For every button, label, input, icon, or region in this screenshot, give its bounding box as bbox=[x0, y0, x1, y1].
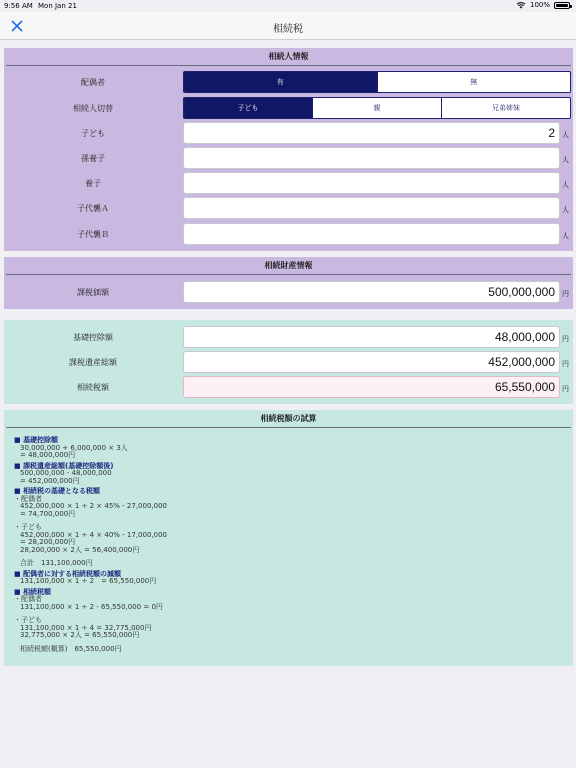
basic-deduction-label: 基礎控除額 bbox=[73, 332, 113, 342]
calc-body bbox=[14, 434, 564, 653]
calc-line: 合計 131,100,000円 bbox=[20, 559, 93, 567]
page-title: 相続税 bbox=[273, 24, 303, 35]
spouse-option-yes[interactable]: 有 bbox=[184, 72, 377, 92]
heir-option-parents[interactable]: 親 bbox=[312, 98, 441, 118]
calc-line: 131,100,000 × 1 ÷ 2 - 65,550,000 = 0円 bbox=[20, 602, 163, 611]
calc-line: 相続税額(概算) 65,550,000円 bbox=[20, 644, 122, 653]
spouse-row bbox=[4, 71, 573, 93]
taxable-price-input[interactable]: 500,000,000 bbox=[183, 281, 560, 303]
calc-line: = 48,000,000円 bbox=[20, 451, 76, 459]
basic-deduction-unit: 円 bbox=[562, 335, 569, 343]
wifi-icon bbox=[516, 1, 526, 9]
heir-switch-label: 相続人切替 bbox=[73, 103, 113, 113]
calc-heading: ■ 配偶者に対する相続税額の減額 bbox=[14, 571, 564, 579]
calc-subject: ・配偶者 bbox=[14, 595, 42, 603]
children-label: 子ども bbox=[81, 128, 105, 138]
calc-subject: ・子ども bbox=[14, 616, 42, 624]
battery-percent: 100% bbox=[529, 1, 550, 9]
adopted-grandchild-row bbox=[4, 147, 573, 169]
adopted-grandchild-unit: 人 bbox=[562, 156, 569, 164]
taxable-price-unit: 円 bbox=[562, 290, 569, 298]
children-count-input[interactable]: 2 bbox=[183, 122, 560, 144]
inheritance-tax-row bbox=[4, 376, 573, 398]
battery-icon bbox=[554, 2, 570, 9]
status-date: Mon Jan 21 bbox=[38, 2, 77, 10]
calc-heading: ■ 課税遺産総額(基礎控除額後) bbox=[14, 463, 564, 471]
adopted-child-row bbox=[4, 172, 573, 194]
substitute-heir-b-row bbox=[4, 223, 573, 245]
status-time: 9:56 AM bbox=[4, 2, 33, 10]
calc-subject: ・子ども bbox=[14, 523, 42, 531]
adopted-child-input[interactable] bbox=[183, 172, 560, 194]
status-bar bbox=[0, 0, 576, 12]
taxable-price-label: 課税価額 bbox=[77, 287, 109, 297]
calc-line: = 74,700,000円 bbox=[20, 509, 76, 518]
calc-line: 30,000,000 + 6,000,000 × 3人 bbox=[20, 443, 128, 452]
adopted-child-unit: 人 bbox=[562, 181, 569, 189]
substitute-heir-a-input[interactable] bbox=[183, 197, 560, 219]
property-info-title: 相続財産情報 bbox=[6, 257, 571, 275]
substitute-heir-a-row bbox=[4, 197, 573, 219]
nav-bar bbox=[0, 12, 576, 40]
substitute-heir-b-input[interactable] bbox=[183, 223, 560, 245]
heir-switch-segmented-control bbox=[183, 97, 571, 119]
calc-line: 452,000,000 × 1 ÷ 2 × 45% - 27,000,000 bbox=[20, 502, 167, 510]
calc-line: 131,100,000 × 1 ÷ 2 = 65,550,000円 bbox=[20, 577, 157, 585]
calc-panel bbox=[4, 410, 573, 666]
heir-switch-row bbox=[4, 97, 573, 119]
substitute-heir-b-label: 子代襲Ｂ bbox=[77, 229, 109, 239]
substitute-heir-a-label: 子代襲Ａ bbox=[77, 203, 109, 213]
taxable-estate-label: 課税遺産総額 bbox=[69, 357, 117, 367]
spouse-segmented-control bbox=[183, 71, 571, 93]
calc-line: 500,000,000 - 48,000,000 bbox=[20, 469, 112, 477]
calc-line: 452,000,000 × 1 ÷ 4 × 40% - 17,000,000 bbox=[20, 530, 167, 539]
calc-heading: ■ 基礎控除額 bbox=[14, 437, 564, 445]
taxable-estate-unit: 円 bbox=[562, 360, 569, 368]
calc-line: = 452,000,000円 bbox=[20, 476, 80, 485]
taxable-estate-row bbox=[4, 351, 573, 373]
calc-line: 28,200,000 × 2人 = 56,400,000円 bbox=[20, 545, 140, 554]
adopted-grandchild-label: 孫養子 bbox=[81, 153, 105, 163]
taxable-estate-value: 452,000,000 bbox=[183, 351, 560, 373]
inheritance-tax-label: 相続税額 bbox=[77, 382, 109, 392]
heir-info-title: 相続人情報 bbox=[6, 48, 571, 66]
basic-deduction-value: 48,000,000 bbox=[183, 326, 560, 348]
adopted-grandchild-input[interactable] bbox=[183, 147, 560, 169]
substitute-heir-b-unit: 人 bbox=[562, 232, 569, 240]
calc-heading: ■ 相続税額 bbox=[14, 589, 564, 597]
calc-line: 32,775,000 × 2人 = 65,550,000円 bbox=[20, 631, 140, 639]
calc-title: 相続税額の試算 bbox=[6, 410, 571, 428]
calc-line: = 28,200,000円 bbox=[20, 538, 76, 546]
basic-deduction-row bbox=[4, 326, 573, 348]
heir-info-panel bbox=[4, 48, 573, 251]
calc-heading: ■ 相続税の基礎となる税額 bbox=[14, 488, 564, 496]
children-unit: 人 bbox=[562, 131, 569, 139]
calc-line: 131,100,000 × 1 ÷ 4 = 32,775,000円 bbox=[20, 623, 152, 632]
inheritance-tax-unit: 円 bbox=[562, 385, 569, 393]
heir-option-children[interactable]: 子ども bbox=[184, 98, 312, 118]
adopted-child-label: 養子 bbox=[85, 178, 101, 188]
calc-subject: ・配偶者 bbox=[14, 494, 42, 503]
substitute-heir-a-unit: 人 bbox=[562, 206, 569, 214]
taxable-price-row bbox=[4, 281, 573, 303]
spouse-option-no[interactable]: 無 bbox=[377, 72, 571, 92]
heir-option-siblings[interactable]: 兄弟姉妹 bbox=[441, 98, 570, 118]
spouse-label: 配偶者 bbox=[81, 77, 105, 87]
children-row bbox=[4, 122, 573, 144]
status-right bbox=[516, 1, 570, 9]
property-info-panel bbox=[4, 257, 573, 309]
inheritance-tax-value: 65,550,000 bbox=[183, 376, 560, 398]
results-panel bbox=[4, 320, 573, 404]
